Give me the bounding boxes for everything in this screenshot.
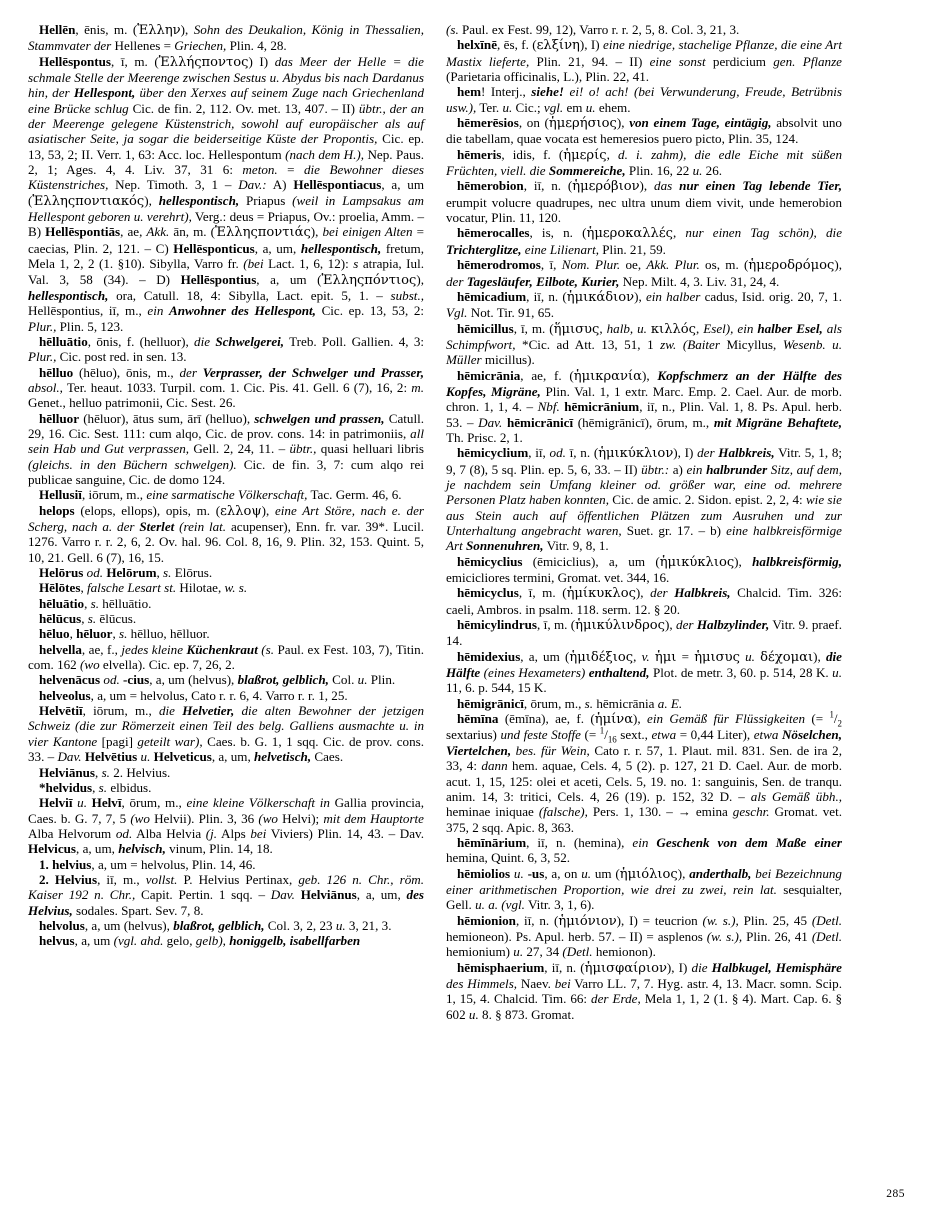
page-columns [28,22,907,1182]
dictionary-entry: hēmicyclium, iī, od. ī, n. (ἡμικύκλιον), I) der Halbkreis, Vitr. 5, 1, 8; 9, 7 (8), 5 sq. Plin. ep. 5, 6, 33. – II) übtr.: a) ein halbrunder Sitz, auf dem, je nachdem sein Umfang kleiner od. größer war, eine od. mehrere Personen Platz haben konnten, Cic. de amic. 2. Sidon. epist. 2, 2, 4: wie sie aus Stein auch auf öffentlichen Plätzen zum Ausruhen und zur Unterhaltung angebracht waren, Suet. gr. 17. – b) eine halbkreisförmige Art Sonnenuhren, Vitr. 9, 8, 1. [446,445,843,554]
dictionary-entry: helvus, a, um (vgl. ahd. gelo, gelb), honiggelb, isabellfarben [39,933,361,949]
dictionary-entry: 1. helvius, a, um = helvolus, Plin. 14, 46. [39,856,256,872]
dictionary-entry: hēmīnārium, iī, n. (hemina), ein Geschenk von dem Maße einer hemina, Quint. 6, 3, 52. [446,834,842,866]
dictionary-entry: hēmionion, iī, n. (ἡμιόνιον), I) = teucrion (w. s.), Plin. 25, 45 (Detl. hemioneon). Ps. Apul. herb. 57. – II) = asplenos (w. s.), Plin. 26, 41 (Detl. hemionium) u. 27, 34 (Detl. hemionon). [446,912,843,960]
dictionary-entry: Helvētiī, iōrum, m., die Helvetier, die alten Bewohner der jetzigen Schweiz (die zur Römerzeit einen Teil des belg. Galliens ausmachte u. in vier Kantone [pagi] geteilt war), Caes. b. G. 1, 1 sqq. Cic. de prov. cons. 33. – Dav. Helvētius u. Helveticus, a, um, helvetisch, Caes. [28,703,424,765]
dictionary-entry: hēmicylindrus, ī, m. (ἡμικύλινδρος), der Halbzylinder, Vitr. 9. praef. 14. [446,617,842,649]
dictionary-entry: helveolus, a, um = helvolus, Cato r. r. 6, 4. Varro r. r. 1, 25. [39,687,348,703]
dictionary-entry: hēmerēsios, on (ἡμερήσιος), von einem Tage, eintägig, absolvit uno die tabellam, quae vocata est hemeresios puero picto, Plin. 35, 124. [446,115,842,147]
column-right [446,22,842,1182]
dictionary-entry: 2. Helvius, iī, m., vollst. P. Helvius Pertinax, geb. 126 n. Chr., röm. Kaiser 192 n. Chr., Capit. Pertin. 1 sqq. – Dav. Helviānus, a, um, des Helvius, sodales. Spart. Sev. 7, 8. [28,871,424,918]
dictionary-entry: Hellusiī, iōrum, m., eine sarmatische Völkerschaft, Tac. Germ. 46, 6. [39,487,402,503]
dictionary-entry: hēmicadium, iī, n. (ἡμικάδιον), ein halber cadus, Isid. orig. 20, 7, 1. Vgl. Not. Tir. 91, 65. [446,288,842,321]
dictionary-entry: hēmiolios u. -us, a, on u. um (ἡμιόλιος), anderthalb, bei Bezeichnung einer arithmetischen Proportion, wie drei zu zwei, rein lat. sesquialter, Gell. u. a. (vgl. Vitr. 3, 1, 6). [446,865,842,913]
column-left [28,22,424,1182]
dictionary-entry: hēlluor (hēluor), ātus sum, ārī (helluo), schwelgen und prassen, Catull. 29, 16. Cic. Sest. 111: cum alqo, Cic. de prov. cons. 14: in patrimoniis, all sein Hab und Gut verprassen, Gell. 2, 24, 11. – übtr., quasi helluari libris (gleichs. in den Büchern schwelgen). Cic. de fin. 3, 7: cum alqo rei publicae sanguine, Cic. de domo 124. [28,410,425,487]
dictionary-entry: Hellēn, ēnis, m. (Ἑλλην), Sohn des Deukalion, König in Thessalien, Stammvater der Hellenes = Griechen, Plin. 4, 28. [28,22,424,54]
dictionary-entry: hēmisphaerium, iī, n. (ἡμισφαίριον), I) die Halbkugel, Hemisphäre des Himmels, Naev. bei Varro LL. 7, 7. Hyg. astr. 4, 13. Macr. somn. Scip. 1, 15, 4. Chalcid. Tim. 66: der Erde, Mela 1, 1, 2 (1. § 4). Mart. Cap. 6. § 602 u. 8. § 873. Gromat. [446,959,843,1022]
entry-continuation: (s. Paul. ex Fest. 99, 12), Varro r. r. 2, 5, 8. Col. 3, 21, 3. [446,22,740,37]
dictionary-entry: Helōrus od. Helōrum, s. Elōrus. [39,565,213,581]
dictionary-entry: hēmerocalles, is, n. (ἡμεροκαλλές, nur einen Tag schön), die Trichterglitze, eine Lilienart, Plin. 21, 59. [446,225,843,257]
dictionary-entry: helops (elops, ellops), opis, m. (ελλοψ), eine Art Störe, nach e. der Scherg, nach a. der Sterlet (rein lat. acupenser), Enn. fr. var. 39*. Lucil. 1276. Varro r. r. 2, 6, 2. Ov. hal. 96. Col. 8, 16, 9. Plin. 32, 153. Quint. 5, 10, 21. Gell. 6 (7), 16, 15. [28,502,425,565]
dictionary-entry: hēmerodromos, ī, Nom. Plur. oe, Akk. Plur. os, m. (ἡμεροδρόμος), der Tagesläufer, Eilbote, Kurier, Nep. Milt. 4, 3. Liv. 31, 24, 4. [446,257,842,289]
dictionary-entry: hēlūcus, s. ēlūcus. [39,611,137,627]
dictionary-entry: Hellēspontus, ī, m. (Ἑλλήςποντος) I) das Meer der Helle = die schmale Stelle der Meerenge zwischen Sestus u. Abydus bis nach Dardanus hin, der Hellespont, über den Xerxes auf seinem Zuge nach Griechenland eine Brücke schlug Cic. de fin. 2, 112. Ov. met. 13, 407. – II) übtr., der an der Meerenge gelegene Küstenstrich, sowohl auf europäischer als auf asiatischer Seite, ja sogar die beiderseitige Küste der Propontis, Cic. ep. 13, 53, 2; II. Verr. 1, 63: Acc. loc. Hellespontum (nach dem H.), Nep. Paus. 2, 1; Ages. 4, 4. Liv. 37, 31 6: meton. = die Bewohner dieses Küstenstriches, Nep. Timoth. 3, 1 – Dav.: A) Hellēspontiacus, a, um (Ἑλληςποντιακός), hellespontisch, Priapus (weil in Lampsakus am Hellespont geboren u. verehrt), Verg.: deus = Priapus, Ov.: proelia, Amm. – B) Hellēspontiās, ae, Akk. ān, m. (Ἑλληςποντιάς), bei einigen Alten = caecias, Plin. 2, 121. – C) Hellēsponticus, a, um, hellespontisch, fretum, Mela 1, 2, 2 (1. §10). Sibylla, Varro fr. (bei Lact. 1, 6, 12): s atrapia, Iul. Val. 3, 58 (34). – D) Hellēspontius, a, um (Ἑλληςπόντιος), hellespontisch, ora, Catull. 18, 4: Sibylla, Lact. epit. 5, 1. – subst., Hellēspontius, iī, m., ein Anwohner des Hellespont, Cic. ep. 13, 53, 2: Plur., Plin. 5, 123. [28,53,425,334]
page-number: 285 [886,1188,905,1200]
dictionary-entry: hēluo, hēluor, s. hēlluo, hēlluor. [39,626,210,642]
dictionary-entry: hem! Interj., siehe! ei! o! ach! (bei Verwunderung, Freude, Betrübnis usw.), Ter. u. Cic.; vgl. em u. ehem. [446,84,842,115]
dictionary-entry: hēmicillus, ī, m. (ἥμισυς, halb, u. κιλλός, Esel), ein halber Esel, als Schimpfwort, *Cic. ad Att. 13, 51, 1 zw. (Baiter Micyllus, Wesenb. u. Müller micillus). [446,320,843,368]
dictionary-entry: helxīnē, ēs, f. (ελξίνη), I) eine niedrige, stachelige Pflanze, die eine Art Mastix lieferte, Plin. 21, 94. – II) eine sonst perdicium gen. Pflanze (Parietaria officinalis, L.), Plin. 22, 41. [446,37,842,85]
dictionary-entry: hēmeris, idis, f. (ἡμερίς, d. i. zahm), die edle Eiche mit süßen Früchten, viell. die Sommereiche, Plin. 16, 22 u. 26. [446,146,843,179]
dictionary-entry: hēmerobion, iī, n. (ἡμερόβιον), das nur einen Tag lebende Tier, erumpit volucre quadrupes, nec ultra unum diem vivit, unde hemerobion vocatur, Plin. 11, 120. [446,178,842,226]
dictionary-entry: hēlluo (hēluo), ōnis, m., der Verprasser, der Schwelger und Prasser, absol., Ter. heaut. 1033. Turpil. com. 1. Cic. Pis. 41. Gell. 6 (7), 16, 2: m. Genet., helluo patrimonii, Cic. Sest. 26. [28,364,424,411]
dictionary-entry: Helviānus, s. 2. Helvius. [39,764,171,780]
dictionary-entry: *helvidus, s. elbidus. [39,779,152,795]
dictionary-entry: hēmīna (ēmīna), ae, f. (ἡμίνα), ein Gemäß für Flüssigkeiten (= $^1/_2$ sextarius) und feste Stoffe (= $^1/_{16}$ sext., etwa = 0,44 Liter), etwa Nöselchen, Viertelchen, bes. für Wein, Cato r. r. 57, 1. Plaut. mil. 831. Sen. de ira 2, 33, 4: dann hem. aquae, Cels. 4, 5 (2). p. 127, 21 D. Cael. Aur. de morb. acut. 1, 15, 125: olei et aceti, Cels. 5, 19. no. 1: sanguinis, Sen. de tranqu. anim. 14, 3: tritici, Cels. 4, 26 (19). p. 152, 32 D. – als Gemäß übh., heminae iniquae (falsche), Pers. 1, 130. – → emina geschr. Gromat. vet. 375, 2 sqq. Apic. 8, 363. [446,709,842,835]
dictionary-entry: hēmicyclus, ī, m. (ἡμίκυκλος), der Halbkreis, Chalcid. Tim. 326: caeli, Ambros. in psalm. 118. serm. 12. § 20. [446,585,842,617]
dictionary-entry: helvenācus od. -cius, a, um (helvus), blaßrot, gelblich, Col. u. Plin. [39,672,396,688]
dictionary-entry: Hēlōtes, falsche Lesart st. Hilotae, w. s. [39,580,248,596]
dictionary-entry: hēmicrānia, ae, f. (ἡμικρανία), Kopfschmerz an der Hälfte des Kopfes, Migräne, Plin. Val. 1, 1 extr. Marc. Emp. 2. Cael. Aur. de morb. chron. 1, 1, 4. – Nbf. hēmicrānium, iī, n., Plin. Val. 1, 8. Ps. Apul. herb. 53. – Dav. hēmicrānicī (hēmigrānicī), ōrum, m., mit Migräne Behaftete, Th. Prisc. 2, 1. [446,367,842,445]
dictionary-entry: Helviī u. Helvī, ōrum, m., eine kleine Völkerschaft in Gallia provincia, Caes. b. G. 7, 7, 5 (wo Helvii). Plin. 3, 36 (wo Helvi); mit dem Hauptorte Alba Helvorum od. Alba Helvia (j. Alps bei Viviers) Plin. 14, 43. – Dav. Helvicus, a, um, helvisch, vinum, Plin. 14, 18. [28,795,425,857]
dictionary-entry: hēmidexius, a, um (ἡμιδέξιος, v. ἡμι = ἡμισυς u. δέχομαι), die Hälfte (eines Hexameters) enthaltend, Plot. de metr. 3, 60. p. 514, 28 K. u. 11, 6. p. 544, 15 K. [446,648,842,696]
dictionary-entry: hēlluātio, ōnis, f. (helluor), die Schwelgerei, Treb. Poll. Gallien. 4, 3: Plur., Cic. post red. in sen. 13. [28,333,425,365]
dictionary-entry: hēmigrānicī, ōrum, m., s. hēmicrānia a. E. [457,695,683,711]
dictionary-entry: hēluātio, s. hēlluātio. [39,595,152,611]
dictionary-entry: hēmicyclius (ēmiciclius), a, um (ἡμικύκλιος), halbkreisförmig, emicicliores termini, Gromat. vet. 344, 16. [446,553,842,586]
dictionary-entry: helvolus, a, um (helvus), blaßrot, gelblich, Col. 3, 2, 23 u. 3, 21, 3. [39,917,392,933]
dictionary-entry: helvella, ae, f., jedes kleine Küchenkraut (s. Paul. ex Fest. 103, 7), Titin. com. 162 (wo elvella). Cic. ep. 7, 26, 2. [28,641,424,673]
